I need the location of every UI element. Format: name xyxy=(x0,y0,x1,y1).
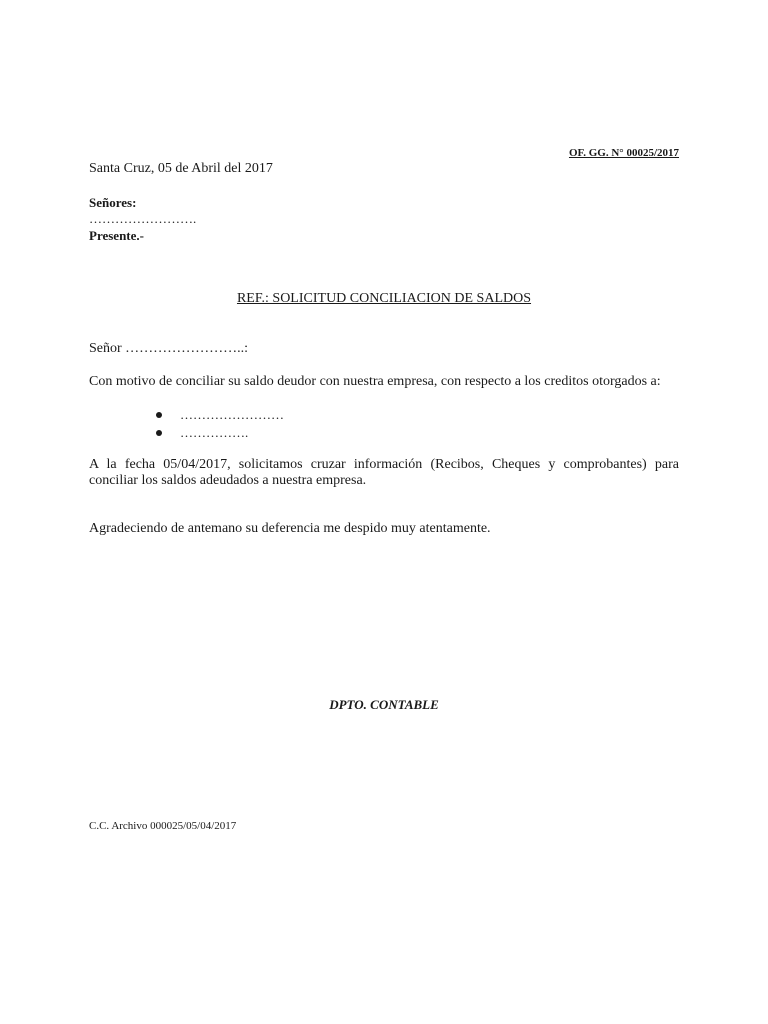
body-paragraph-3: Agradeciendo de antemano su deferencia me despido muy atentamente. xyxy=(89,521,491,536)
bullet-icon xyxy=(156,430,162,436)
subject-line: REF.: SOLICITUD CONCILIACION DE SALDOS xyxy=(236,291,532,306)
body-paragraph-2: A la fecha 05/04/2017, solicitamos cruzar información (Recibos, Cheques y comprobantes) para conciliar los saldos adeudados a nuestra empresa. xyxy=(89,457,679,488)
list-item xyxy=(156,406,284,424)
signature-block: DPTO. CONTABLE xyxy=(329,697,439,712)
reference-code: OF. GG. N° 00025/2017 xyxy=(568,147,679,159)
place-date: Santa Cruz, 05 de Abril del 2017 xyxy=(89,161,273,176)
list-item-text: …………………… xyxy=(180,407,284,422)
body-paragraph-1: Con motivo de conciliar su saldo deudor con nuestra empresa, con respecto a los creditos otorgados a: xyxy=(89,374,661,389)
credit-list xyxy=(156,406,284,442)
list-item xyxy=(156,424,284,442)
addressee-label: Señores: xyxy=(89,195,137,210)
list-item-text: ……………. xyxy=(180,425,249,440)
bullet-icon xyxy=(156,412,162,418)
salutation: Señor ……………………..: xyxy=(89,341,249,356)
carbon-copy-note: C.C. Archivo 000025/05/04/2017 xyxy=(89,820,237,832)
addressee-placeholder: ……………………. xyxy=(89,211,197,226)
presente-label: Presente.- xyxy=(89,228,144,243)
